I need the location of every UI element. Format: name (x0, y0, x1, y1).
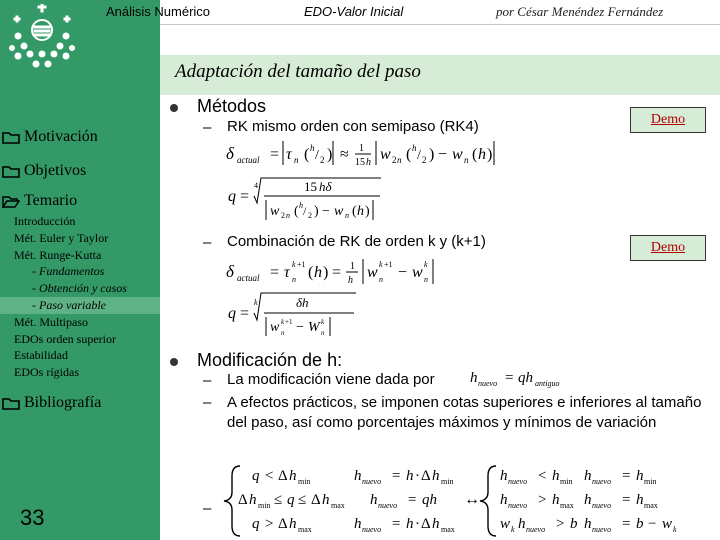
header-divider (160, 24, 720, 25)
temario-item-paso-variable[interactable]: - Paso variable (0, 297, 160, 314)
bullet-icon (170, 104, 178, 112)
temario-item-fundamentos[interactable]: - Fundamentos (32, 264, 105, 279)
svg-text:h: h (366, 157, 371, 168)
svg-text:h: h (348, 275, 353, 286)
svg-text:=: = (270, 146, 280, 163)
svg-text:h: h (289, 468, 297, 484)
header-topic: EDO-Valor Inicial (304, 4, 404, 19)
svg-text:actual: actual (237, 273, 260, 283)
svg-text:antiguo: antiguo (535, 379, 560, 388)
svg-text:Δ: Δ (311, 492, 321, 508)
svg-text:): ) (314, 204, 319, 219)
svg-text:2: 2 (320, 155, 325, 165)
svg-text:δ: δ (226, 262, 234, 281)
svg-text:h: h (478, 146, 486, 163)
svg-text:max: max (298, 525, 312, 534)
temario-item-multipaso[interactable]: Mét. Multipaso (14, 314, 88, 329)
svg-text:h: h (354, 468, 362, 484)
svg-text:k: k (673, 525, 677, 534)
svg-text:/: / (417, 148, 421, 163)
svg-text:hδ: hδ (319, 179, 332, 194)
svg-text:): ) (429, 146, 435, 163)
svg-text:h: h (636, 492, 644, 508)
svg-text:h: h (249, 492, 257, 508)
rk-combination-text: Combinación de RK de orden k y (k+1) (227, 233, 486, 250)
svg-text:=: = (622, 468, 631, 484)
svg-text:+1: +1 (285, 318, 293, 326)
svg-text:w: w (500, 516, 511, 532)
svg-text:w: w (334, 204, 344, 219)
page-title: Adaptación del tamaño del paso (175, 61, 421, 82)
svg-text:h: h (310, 143, 315, 153)
modification-formula-text: La modificación viene dada por (227, 371, 435, 388)
svg-text:=: = (622, 492, 631, 508)
svg-text:n: n (345, 211, 349, 220)
demo-button-rk4[interactable]: Demo (630, 107, 706, 133)
svg-text:=: = (332, 264, 342, 281)
svg-text:nuevo: nuevo (592, 501, 612, 510)
svg-text:q: q (228, 305, 236, 322)
svg-text:h: h (584, 516, 592, 532)
svg-text:nuevo: nuevo (362, 477, 382, 486)
svg-text:n: n (397, 155, 402, 165)
svg-text:actual: actual (237, 155, 260, 165)
svg-text:h: h (552, 468, 560, 484)
svg-text:Δ: Δ (278, 468, 288, 484)
svg-text:qh: qh (422, 492, 437, 508)
svg-text:): ) (487, 146, 493, 163)
sidebar (0, 0, 160, 540)
equation-piecewise (220, 462, 720, 540)
svg-text:−: − (648, 516, 657, 532)
svg-text:W: W (308, 320, 320, 335)
temario-submenu (14, 213, 160, 381)
svg-text:↔: ↔ (464, 491, 480, 508)
svg-text:nuevo: nuevo (508, 501, 528, 510)
svg-text:): ) (323, 264, 329, 281)
svg-text:n: n (294, 155, 299, 165)
svg-text:b: b (570, 516, 578, 532)
sidebar-item-label: Bibliografía (24, 394, 102, 411)
svg-text:Δ: Δ (278, 516, 288, 532)
svg-text:=: = (392, 468, 401, 484)
svg-text:q: q (228, 188, 236, 205)
svg-text:2: 2 (422, 155, 427, 165)
svg-text:q: q (252, 468, 260, 484)
sidebar-item-label: Objetivos (24, 162, 87, 179)
svg-text:=: = (408, 492, 417, 508)
header-course: Análisis Numérico (106, 4, 211, 19)
folder-open-icon (2, 194, 20, 208)
svg-text:w: w (270, 320, 280, 335)
svg-text:=: = (622, 516, 631, 532)
svg-text:Δ: Δ (421, 468, 431, 484)
svg-text:min: min (560, 477, 573, 486)
temario-item-runge-kutta[interactable]: Mét. Runge-Kutta (14, 247, 102, 262)
svg-text:w: w (380, 146, 391, 163)
svg-text:min: min (298, 477, 311, 486)
svg-text:<: < (538, 468, 547, 484)
svg-text:max: max (441, 525, 455, 534)
svg-text:nuevo: nuevo (592, 477, 612, 486)
svg-text:>: > (538, 492, 547, 508)
university-logo (4, 4, 80, 72)
svg-text:τ: τ (286, 146, 292, 163)
svg-text:15: 15 (355, 157, 365, 168)
sidebar-item-temario[interactable] (2, 192, 77, 210)
svg-text:h: h (406, 516, 414, 532)
svg-text:w: w (270, 204, 280, 219)
equation-q-comb (226, 288, 426, 340)
svg-text:=: = (392, 516, 401, 532)
dash-marker: – (203, 394, 212, 411)
dash-marker: – (203, 119, 212, 136)
svg-text:+1: +1 (384, 260, 393, 269)
demo-button-rk-comb[interactable]: Demo (630, 235, 706, 261)
svg-text:=: = (240, 305, 250, 322)
svg-text:k: k (281, 318, 285, 326)
svg-text:=: = (505, 370, 514, 386)
sidebar-item-label: Temario (24, 192, 78, 209)
svg-text:h: h (412, 143, 417, 153)
svg-text:h: h (552, 492, 560, 508)
svg-text:(: ( (308, 264, 314, 281)
svg-text:−: − (438, 146, 448, 163)
page-number: 33 (20, 505, 45, 530)
svg-text:/: / (315, 148, 319, 163)
header-author: por César Menéndez Fernández (496, 4, 664, 19)
svg-text:h: h (518, 516, 526, 532)
svg-text:δh: δh (296, 295, 309, 310)
svg-text:>: > (265, 516, 274, 532)
svg-text:h: h (370, 492, 378, 508)
svg-text:h: h (289, 516, 297, 532)
svg-text:1: 1 (359, 143, 364, 154)
svg-text:(: ( (304, 146, 310, 163)
svg-text:δ: δ (226, 144, 234, 163)
svg-text:): ) (365, 204, 370, 219)
temario-item-rigidas[interactable]: EDOs rígidas (14, 365, 79, 380)
svg-text:(: ( (406, 146, 412, 163)
svg-text:k: k (254, 298, 258, 307)
bounds-text: A efectos prácticos, se imponen cotas superiores e inferiores al tamaño del paso, así como porcentajes máximos y mínimos de variación (227, 394, 702, 431)
svg-text:min: min (258, 501, 271, 510)
dash-marker: – (203, 234, 212, 251)
svg-text:max: max (560, 501, 574, 510)
svg-text:n: n (321, 329, 325, 337)
svg-text:15: 15 (304, 179, 317, 194)
svg-text:≈: ≈ (340, 146, 349, 163)
svg-text:q: q (287, 492, 295, 508)
sidebar-item-label: Motivación (24, 128, 98, 145)
svg-text:): ) (327, 146, 333, 163)
svg-text:·: · (415, 516, 420, 532)
svg-text:2: 2 (392, 155, 397, 165)
svg-text:min: min (441, 477, 454, 486)
svg-text:n: n (292, 275, 296, 284)
svg-text:n: n (379, 275, 383, 284)
svg-text:nuevo: nuevo (478, 379, 498, 388)
modification-heading: Modificación de h: (197, 350, 343, 370)
svg-text:max: max (331, 501, 345, 510)
temario-item-euler-taylor[interactable]: Mét. Euler y Taylor (14, 230, 109, 245)
equation-h-nuevo (468, 365, 578, 391)
svg-text:h: h (636, 468, 644, 484)
folder-icon (2, 396, 20, 410)
svg-text:τ: τ (284, 264, 290, 281)
svg-text:k: k (379, 260, 383, 269)
svg-text:h: h (500, 492, 508, 508)
svg-text:h: h (584, 468, 592, 484)
svg-text:k: k (424, 260, 428, 269)
svg-text:w: w (367, 264, 378, 281)
svg-text:−: − (398, 264, 408, 281)
temario-item-introduccion[interactable]: Introducción (14, 214, 76, 228)
svg-text:nuevo: nuevo (592, 525, 612, 534)
svg-text:h: h (432, 516, 440, 532)
svg-text:k: k (292, 260, 296, 269)
svg-text:min: min (644, 477, 657, 486)
temario-item-obtencion[interactable]: - Obtención y casos (32, 281, 127, 296)
svg-text:(: ( (472, 146, 478, 163)
svg-text:h: h (354, 516, 362, 532)
svg-text:n: n (286, 211, 290, 220)
rk-same-order-text: RK mismo orden con semipaso (RK4) (227, 118, 479, 135)
equation-q-rk4 (226, 170, 526, 224)
svg-text:Δ: Δ (238, 492, 248, 508)
folder-icon (2, 164, 20, 178)
svg-text:=: = (240, 188, 250, 205)
svg-text:(: ( (352, 204, 357, 219)
svg-text:≤: ≤ (298, 492, 307, 508)
svg-text:h: h (406, 468, 414, 484)
svg-text:≤: ≤ (274, 492, 283, 508)
methods-heading: Métodos (197, 96, 267, 116)
svg-text:h: h (500, 468, 508, 484)
sidebar-item-bibliografia[interactable] (2, 394, 101, 412)
svg-text:2: 2 (281, 211, 285, 220)
svg-text:w: w (662, 516, 673, 532)
equation-delta-rk4 (226, 138, 526, 168)
temario-item-orden-superior[interactable]: EDOs orden superior (14, 331, 116, 346)
svg-text:q: q (252, 516, 260, 532)
svg-text:(: ( (294, 204, 299, 219)
svg-text:qh: qh (518, 370, 533, 386)
svg-text:n: n (464, 155, 469, 165)
svg-text:h: h (357, 204, 364, 219)
svg-text:h: h (299, 201, 303, 210)
folder-icon (2, 130, 20, 144)
svg-text:h: h (314, 264, 322, 281)
svg-text:b: b (636, 516, 644, 532)
svg-text:·: · (415, 468, 420, 484)
svg-text:h: h (322, 492, 330, 508)
svg-text:max: max (644, 501, 658, 510)
svg-text:−: − (322, 204, 330, 219)
svg-text:/: / (303, 204, 307, 218)
svg-text:Δ: Δ (421, 516, 431, 532)
equation-delta-comb (226, 255, 486, 287)
svg-text:1: 1 (350, 261, 355, 272)
svg-text:h: h (584, 492, 592, 508)
temario-item-estabilidad[interactable]: Estabilidad (14, 348, 68, 363)
dash-marker: – (203, 372, 212, 389)
svg-text:+1: +1 (297, 260, 306, 269)
bullet-icon (170, 358, 178, 366)
sidebar-item-motivacion[interactable] (2, 128, 98, 146)
svg-text:<: < (265, 468, 274, 484)
sidebar-item-objetivos[interactable] (2, 162, 86, 180)
svg-text:nuevo: nuevo (508, 477, 528, 486)
svg-text:n: n (424, 275, 428, 284)
svg-text:w: w (452, 146, 463, 163)
svg-text:=: = (270, 264, 280, 281)
svg-text:k: k (321, 318, 325, 326)
svg-text:2: 2 (308, 211, 312, 220)
svg-text:h: h (470, 370, 478, 386)
svg-text:nuevo: nuevo (378, 501, 398, 510)
svg-text:nuevo: nuevo (526, 525, 546, 534)
svg-text:−: − (296, 320, 304, 335)
svg-text:n: n (281, 329, 285, 337)
svg-text:k: k (511, 525, 515, 534)
svg-text:w: w (412, 264, 423, 281)
svg-text:4: 4 (254, 181, 258, 190)
svg-text:nuevo: nuevo (362, 525, 382, 534)
dash-marker: – (203, 500, 212, 517)
svg-text:>: > (556, 516, 565, 532)
svg-text:h: h (432, 468, 440, 484)
